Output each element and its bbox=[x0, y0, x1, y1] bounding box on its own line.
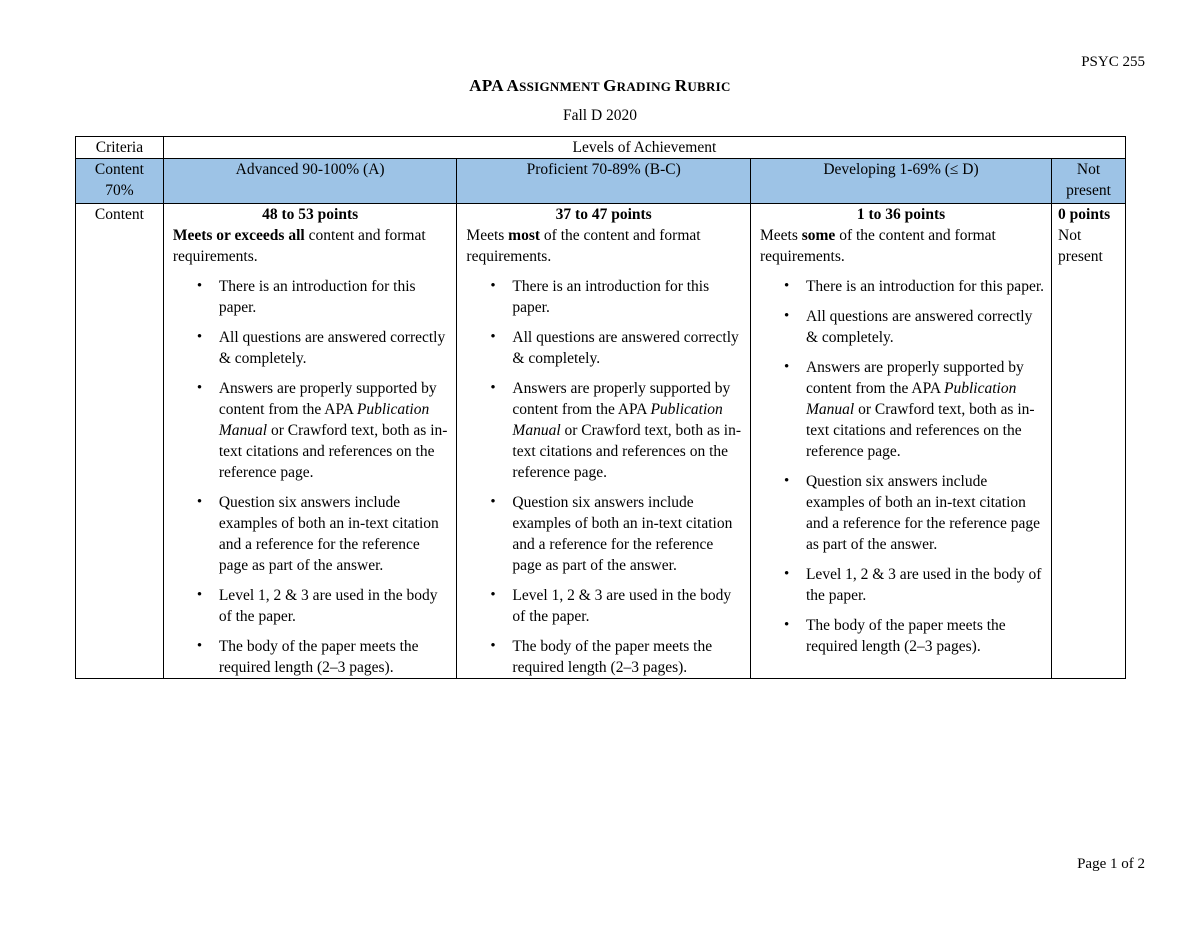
list-item: • Answers are properly supported by content from the APA Publication Manual or Crawford text, both as in-text citations and references on the reference page. bbox=[219, 378, 451, 483]
list-item: • All questions are answered correctly & completely. bbox=[219, 327, 451, 369]
list-item: • There is an introduction for this paper. bbox=[512, 276, 744, 318]
not-present-cell bbox=[1052, 204, 1126, 679]
points-label: 48 to 53 points bbox=[262, 206, 359, 223]
list-item: • The body of the paper meets the required length (2–3 pages). bbox=[806, 615, 1045, 657]
level-advanced-header: Advanced 90-100% (A) bbox=[163, 159, 457, 204]
list-item: • The body of the paper meets the required length (2–3 pages). bbox=[219, 636, 451, 678]
list-item: • Level 1, 2 & 3 are used in the body of the paper. bbox=[512, 585, 744, 627]
header-row bbox=[76, 137, 1126, 159]
requirement-intro: Meets most of the content and format requirements. bbox=[466, 227, 701, 265]
criteria-list bbox=[757, 276, 1045, 657]
list-item: • Level 1, 2 & 3 are used in the body of the paper. bbox=[806, 564, 1045, 606]
list-item: • All questions are answered correctly & completely. bbox=[512, 327, 744, 369]
points-label: 1 to 36 points bbox=[856, 206, 946, 223]
list-item: • Answers are properly supported by content from the APA Publication Manual or Crawford text, both as in-text citations and references on the reference page. bbox=[806, 357, 1045, 462]
levels-row bbox=[76, 159, 1126, 204]
list-item: • There is an introduction for this paper. bbox=[219, 276, 451, 318]
course-code: PSYC 255 bbox=[1081, 54, 1145, 70]
criteria-list bbox=[170, 276, 451, 678]
list-item: • Question six answers include examples of both an in-text citation and a reference for the reference page as part of the answer. bbox=[219, 492, 451, 576]
list-item: • All questions are answered correctly & completely. bbox=[806, 306, 1045, 348]
not-present-text: Not present bbox=[1058, 227, 1103, 265]
table-row bbox=[76, 204, 1126, 679]
list-item: • Question six answers include examples of both an in-text citation and a reference for the reference page as part of the answer. bbox=[806, 471, 1045, 555]
list-item: • There is an introduction for this paper. bbox=[806, 276, 1045, 297]
content-weight-header: Content 70% bbox=[76, 159, 164, 204]
document-title: APA ASSIGNMENT GRADING RUBRIC bbox=[469, 76, 731, 95]
list-item: • Level 1, 2 & 3 are used in the body of the paper. bbox=[219, 585, 451, 627]
list-item: • Answers are properly supported by content from the APA Publication Manual or Crawford text, both as in-text citations and references on the reference page. bbox=[512, 378, 744, 483]
page-number: Page 1 of 2 bbox=[1077, 856, 1145, 872]
term-label: Fall D 2020 bbox=[562, 107, 638, 124]
levels-header: Levels of Achievement bbox=[163, 137, 1125, 159]
developing-cell bbox=[750, 204, 1051, 679]
criteria-content: Content bbox=[76, 204, 164, 679]
points-label: 0 points bbox=[1058, 206, 1111, 223]
level-proficient-header: Proficient 70-89% (B-C) bbox=[457, 159, 751, 204]
points-label: 37 to 47 points bbox=[555, 206, 652, 223]
list-item: • Question six answers include examples of both an in-text citation and a reference for the reference page as part of the answer. bbox=[512, 492, 744, 576]
requirement-intro: Meets some of the content and format requirements. bbox=[759, 227, 996, 265]
level-developing-header: Developing 1-69% (≤ D) bbox=[750, 159, 1051, 204]
criteria-header: Criteria bbox=[76, 137, 164, 159]
proficient-cell bbox=[457, 204, 751, 679]
requirement-intro: Meets or exceeds all content and format requirements. bbox=[172, 227, 426, 265]
list-item: • The body of the paper meets the required length (2–3 pages). bbox=[512, 636, 744, 678]
level-not-present-header: Not present bbox=[1052, 159, 1126, 204]
rubric-table bbox=[75, 136, 1126, 679]
advanced-cell bbox=[163, 204, 457, 679]
criteria-list bbox=[463, 276, 744, 678]
